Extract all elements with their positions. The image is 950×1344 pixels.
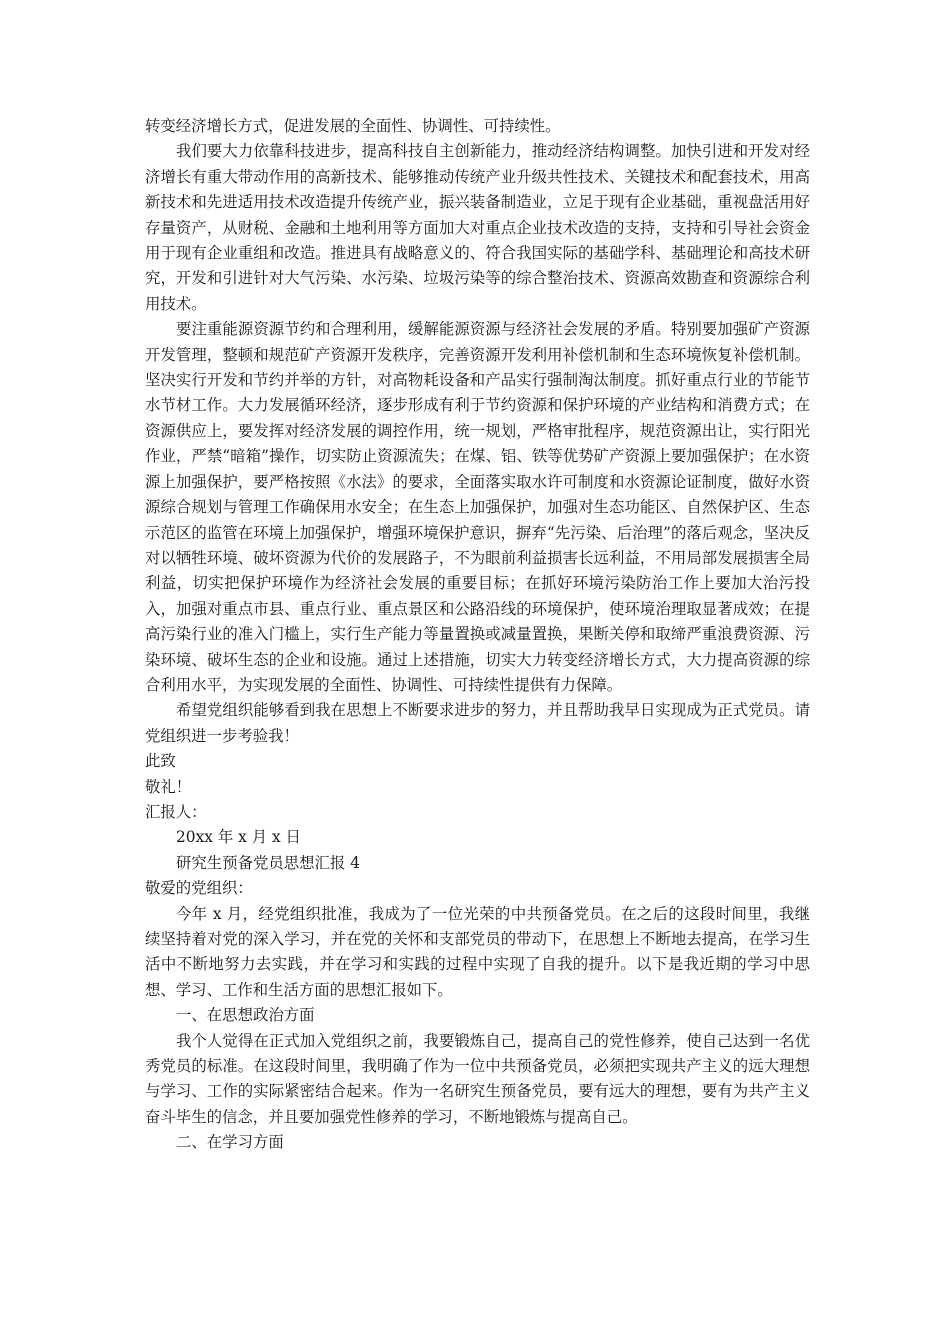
section-title: 研究生预备党员思想汇报 4 (176, 853, 360, 872)
paragraph-4: 希望党组织能够看到我在思想上不断要求进步的努力，并且帮助我早日实现成为正式党员。请党组织进一步考验我！ (145, 701, 810, 745)
reporter-label: 汇报人： (145, 802, 207, 821)
paragraph-1: 转变经济增长方式，促进发展的全面性、协调性、可持续性。 (145, 117, 561, 135)
document-page (145, 114, 810, 1156)
paragraph-2: 我们要大力依靠科技进步，提高科技自主创新能力，推动经济结构调整。加快引进和开发对经济增长有重大带动作用的高新技术、能够推动传统产业升级共性技术、关键技术和配套技术，用高新技术和先进适用技术改造提升传统产业，振兴装备制造业，立足于现有企业基础，重视盘活用好存量资产，从财税、金融和土地利用等方面加大对重点企业技术改造的支持，支持和引导社会资金用于现有企业重组和改造。推进具有战略意义的、符合我国实际的基础学科、基础理论和高技术研究，开发和引进针对大气污染、水污染、垃圾污染等的综合整治技术、资源高效勘查和资源综合利用技术。 (145, 142, 810, 313)
heading-politics: 一、在思想政治方面 (176, 1006, 315, 1025)
heading-study: 二、在学习方面 (176, 1133, 284, 1152)
paragraph-intro: 今年 x 月，经党组织批准，我成为了一位光荣的中共预备党员。在之后的这段时间里，我继续坚持着对党的深入学习，并在党的关怀和支部党员的带动下，在思想上不断地去提高，在学习生活中不断地努力去实践，并在学习和实践的过程中实现了自我的提升。以下是我近期的学习中思想、学习、工作和生活方面的思想汇报如下。 (145, 904, 810, 999)
paragraph-politics: 我个人觉得在正式加入党组织之前，我要锻炼自己，提高自己的党性修养，使自己达到一名优秀党员的标准。在这段时间里，我明确了作为一位中共预备党员，必须把实现共产主义的远大理想与学习、工作的实际紧密结合起来。作为一名研究生预备党员，要有远大的理想，要有为共产主义奋斗毕生的信念，并且要加强党性修养的学习，不断地锻炼与提高自己。 (145, 1031, 810, 1126)
paragraph-3: 要注重能源资源节约和合理利用，缓解能源资源与经济社会发展的矛盾。特别要加强矿产资源开发管理，整顿和规范矿产资源开发秩序，完善资源开发利用补偿机制和生态环境恢复补偿机制。坚决实行开发和节约并举的方针，对高物耗设备和产品实行强制淘汰制度。抓好重点行业的节能节水节材工作。大力发展循环经济，逐步形成有利于节约资源和保护环境的产业结构和消费方式；在资源供应上，要发挥对经济发展的调控作用，统一规划，严格审批程序，规范资源出让，实行阳光作业，严禁“暗箱”操作，切实防止资源流失；在煤、铝、铁等优势矿产资源上要加强保护；在水资源上加强保护，要严格按照《水法》的要求，全面落实取水许可制度和水资源论证制度，做好水资源综合规划与管理工作确保用水安全；在生态上加强保护，加强对生态功能区、自然保护区、生态示范区的监管在环境上加强保护，增强环境保护意识，摒弃“先污染、后治理”的落后观念，坚决反对以牺牲环境、破坏资源为代价的发展路子，不为眼前利益损害长远利益，不用局部发展损害全局利益，切实把保护环境作为经济社会发展的重要目标；在抓好环境污染防治工作上要加大治污投入，加强对重点市县、重点行业、重点景区和公路沿线的环境保护，使环境治理取显著成效；在提高污染行业的准入门槛上，实行生产能力等量置换或减量置换，果断关停和取缔严重浪费资源、污染环境、破坏生态的企业和设施。通过上述措施，切实大力转变经济增长方式，大力提高资源的综合利用水平，为实现发展的全面性、协调性、可持续性提供有力保障。 (145, 320, 810, 694)
closing-respect: 敬礼！ (145, 777, 192, 796)
closing-salutation: 此致 (145, 752, 176, 771)
greeting: 敬爱的党组织： (145, 879, 253, 898)
report-date: 20xx 年 x 月 x 日 (176, 828, 301, 847)
